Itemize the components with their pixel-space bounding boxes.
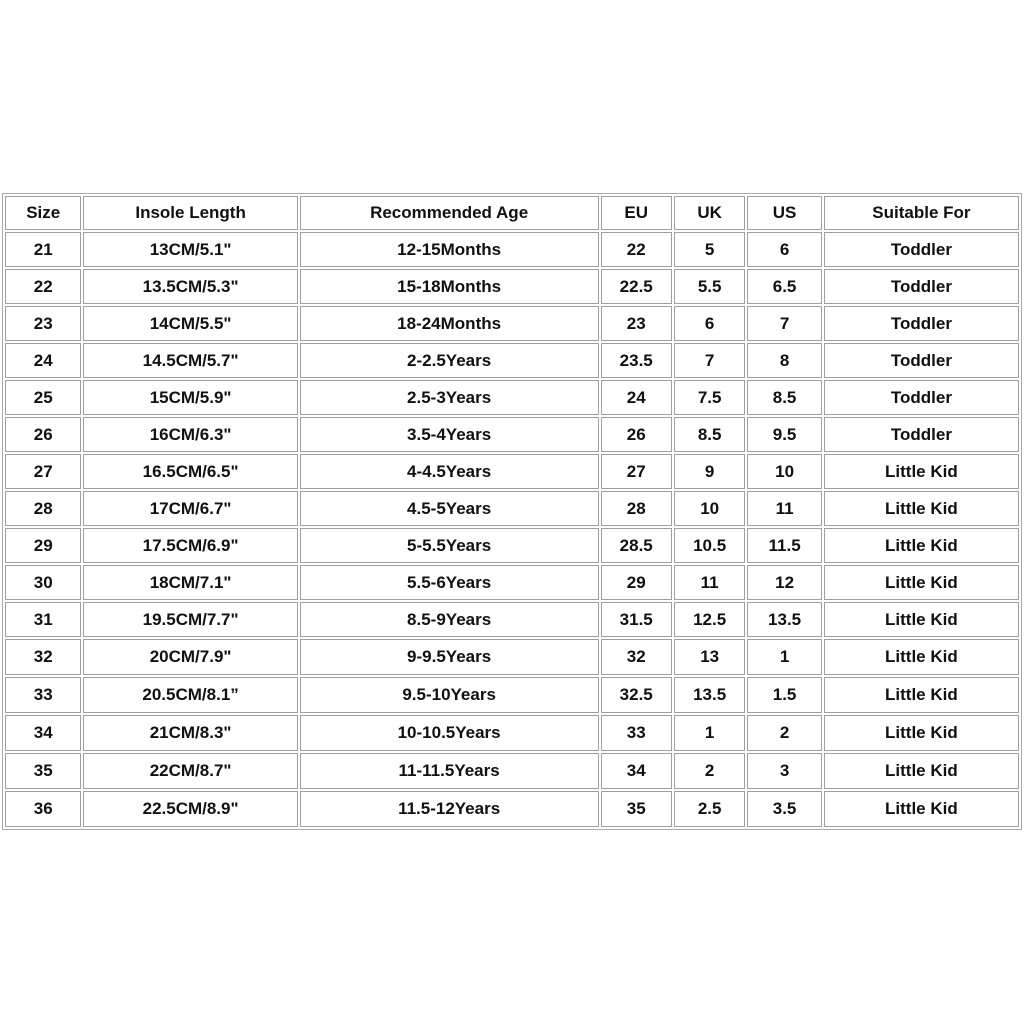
cell-eu: 33 [601,715,672,751]
table-row [5,715,1019,751]
cell-size: 25 [5,380,81,415]
cell-uk: 6 [674,306,745,341]
table-row [5,380,1019,415]
header-eu: EU [601,196,672,230]
cell-insole-length: 20CM/7.9" [83,639,297,675]
table-row [5,565,1019,600]
cell-recommended-age: 12-15Months [300,232,599,267]
cell-us: 11.5 [747,528,821,563]
cell-eu: 26 [601,417,672,452]
cell-us: 2 [747,715,821,751]
cell-insole-length: 16.5CM/6.5" [83,454,297,489]
cell-uk: 13.5 [674,677,745,713]
cell-insole-length: 13CM/5.1" [83,232,297,267]
header-uk: UK [674,196,745,230]
cell-us: 9.5 [747,417,821,452]
cell-insole-length: 18CM/7.1" [83,565,297,600]
cell-uk: 10 [674,491,745,526]
cell-eu: 22.5 [601,269,672,304]
cell-insole-length: 20.5CM/8.1” [83,677,297,713]
cell-recommended-age: 10-10.5Years [300,715,599,751]
header-us: US [747,196,821,230]
cell-suitable-for: Toddler [824,306,1019,341]
header-insole-length: Insole Length [83,196,297,230]
cell-eu: 31.5 [601,602,672,637]
cell-eu: 23.5 [601,343,672,378]
cell-suitable-for: Little Kid [824,528,1019,563]
cell-insole-length: 14.5CM/5.7" [83,343,297,378]
cell-us: 10 [747,454,821,489]
cell-uk: 1 [674,715,745,751]
cell-uk: 13 [674,639,745,675]
cell-eu: 22 [601,232,672,267]
cell-uk: 7.5 [674,380,745,415]
cell-suitable-for: Little Kid [824,677,1019,713]
cell-size: 32 [5,639,81,675]
cell-uk: 5 [674,232,745,267]
cell-size: 23 [5,306,81,341]
cell-eu: 32 [601,639,672,675]
cell-us: 8.5 [747,380,821,415]
cell-insole-length: 21CM/8.3" [83,715,297,751]
cell-size: 29 [5,528,81,563]
table-row [5,454,1019,489]
cell-eu: 28.5 [601,528,672,563]
cell-recommended-age: 9.5-10Years [300,677,599,713]
cell-suitable-for: Toddler [824,417,1019,452]
cell-uk: 12.5 [674,602,745,637]
table-row [5,677,1019,713]
cell-us: 3 [747,753,821,789]
table-row [5,528,1019,563]
cell-size: 27 [5,454,81,489]
header-suitable-for: Suitable For [824,196,1019,230]
cell-size: 26 [5,417,81,452]
cell-us: 11 [747,491,821,526]
cell-size: 34 [5,715,81,751]
table-row [5,791,1019,827]
cell-size: 33 [5,677,81,713]
cell-uk: 5.5 [674,269,745,304]
cell-us: 8 [747,343,821,378]
cell-suitable-for: Toddler [824,232,1019,267]
cell-suitable-for: Toddler [824,343,1019,378]
cell-insole-length: 15CM/5.9" [83,380,297,415]
table-body [5,232,1019,827]
cell-size: 24 [5,343,81,378]
table-header [5,196,1019,230]
cell-size: 21 [5,232,81,267]
cell-uk: 2 [674,753,745,789]
cell-suitable-for: Toddler [824,380,1019,415]
cell-us: 1 [747,639,821,675]
cell-insole-length: 17CM/6.7" [83,491,297,526]
cell-size: 28 [5,491,81,526]
cell-insole-length: 16CM/6.3" [83,417,297,452]
cell-us: 1.5 [747,677,821,713]
cell-recommended-age: 4.5-5Years [300,491,599,526]
table-row [5,753,1019,789]
cell-suitable-for: Little Kid [824,565,1019,600]
cell-recommended-age: 5-5.5Years [300,528,599,563]
table-row [5,343,1019,378]
cell-size: 30 [5,565,81,600]
cell-size: 35 [5,753,81,789]
table-row [5,306,1019,341]
cell-suitable-for: Little Kid [824,639,1019,675]
cell-size: 31 [5,602,81,637]
cell-insole-length: 13.5CM/5.3" [83,269,297,304]
cell-suitable-for: Little Kid [824,791,1019,827]
cell-insole-length: 19.5CM/7.7" [83,602,297,637]
cell-recommended-age: 15-18Months [300,269,599,304]
cell-us: 7 [747,306,821,341]
cell-eu: 23 [601,306,672,341]
cell-suitable-for: Toddler [824,269,1019,304]
cell-uk: 9 [674,454,745,489]
cell-suitable-for: Little Kid [824,602,1019,637]
cell-insole-length: 14CM/5.5" [83,306,297,341]
table-row [5,602,1019,637]
cell-size: 22 [5,269,81,304]
cell-recommended-age: 4-4.5Years [300,454,599,489]
table-row [5,232,1019,267]
header-recommended-age: Recommended Age [300,196,599,230]
cell-recommended-age: 9-9.5Years [300,639,599,675]
cell-eu: 29 [601,565,672,600]
table-row [5,491,1019,526]
cell-insole-length: 17.5CM/6.9" [83,528,297,563]
cell-insole-length: 22CM/8.7" [83,753,297,789]
cell-eu: 24 [601,380,672,415]
cell-suitable-for: Little Kid [824,454,1019,489]
cell-recommended-age: 2-2.5Years [300,343,599,378]
cell-us: 3.5 [747,791,821,827]
cell-insole-length: 22.5CM/8.9" [83,791,297,827]
cell-size: 36 [5,791,81,827]
cell-recommended-age: 5.5-6Years [300,565,599,600]
cell-us: 6 [747,232,821,267]
cell-suitable-for: Little Kid [824,715,1019,751]
cell-suitable-for: Little Kid [824,753,1019,789]
cell-recommended-age: 2.5-3Years [300,380,599,415]
cell-recommended-age: 11-11.5Years [300,753,599,789]
cell-uk: 10.5 [674,528,745,563]
cell-uk: 7 [674,343,745,378]
cell-recommended-age: 8.5-9Years [300,602,599,637]
header-row [5,196,1019,230]
cell-eu: 35 [601,791,672,827]
cell-eu: 34 [601,753,672,789]
table-row [5,639,1019,675]
cell-us: 6.5 [747,269,821,304]
cell-eu: 28 [601,491,672,526]
cell-uk: 2.5 [674,791,745,827]
cell-recommended-age: 3.5-4Years [300,417,599,452]
table-row [5,417,1019,452]
cell-uk: 11 [674,565,745,600]
cell-uk: 8.5 [674,417,745,452]
table-row [5,269,1019,304]
cell-us: 12 [747,565,821,600]
cell-us: 13.5 [747,602,821,637]
cell-recommended-age: 18-24Months [300,306,599,341]
cell-eu: 32.5 [601,677,672,713]
cell-suitable-for: Little Kid [824,491,1019,526]
cell-recommended-age: 11.5-12Years [300,791,599,827]
header-size: Size [5,196,81,230]
size-chart-table [2,193,1022,830]
cell-eu: 27 [601,454,672,489]
